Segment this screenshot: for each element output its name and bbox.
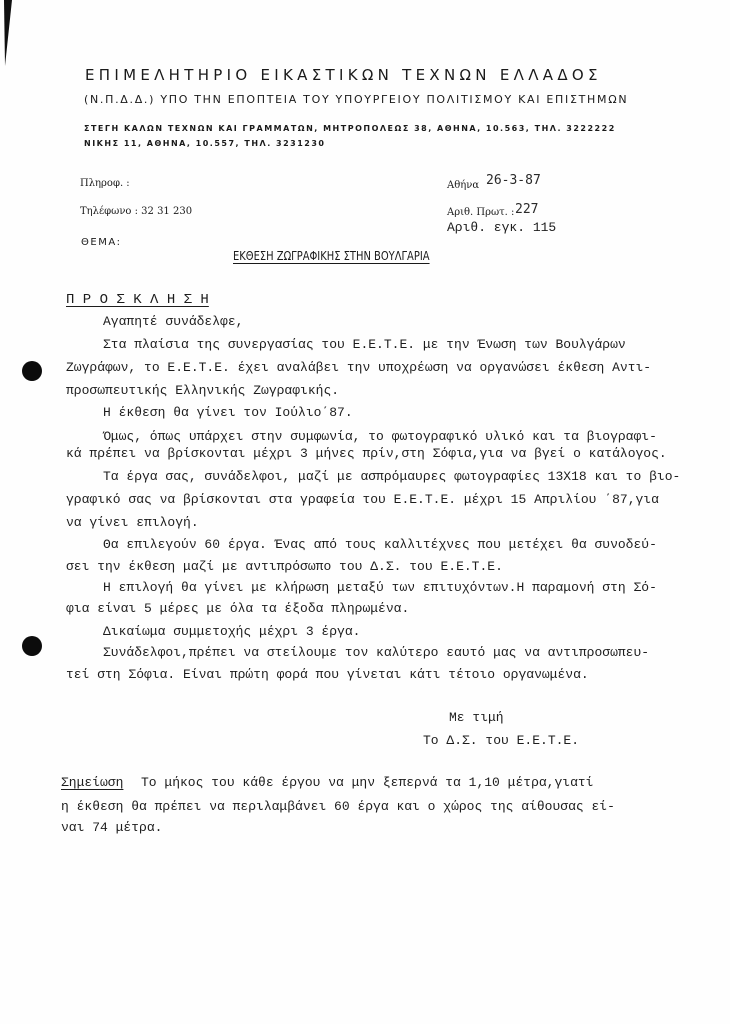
note-label: Σημείωση [61, 775, 124, 790]
address-line-2: ΝΙΚΗΣ 11, ΑΘΗΝΑ, 10.557, ΤΗΛ. 3231230 [84, 139, 326, 148]
punch-hole-bottom [22, 636, 42, 656]
phone-label: Τηλέφωνο : 32 31 230 [80, 206, 193, 217]
body-line: Συνάδελφοι,πρέπει να στείλουμε τον καλύτερο εαυτό μας να αντιπροσωπευ- [103, 645, 650, 660]
note-line-2: η έκθεση θα πρέπει να περιλαμβάνει 60 έργα και ο χώρος της αίθουσας εί- [61, 799, 615, 814]
body-line: Η επιλογή θα γίνει με κλήρωση μεταξύ των επιτυχόντων.Η παραμονή στη Σό- [103, 580, 657, 595]
body-line: φια είναι 5 μέρες με όλα τα έξοδα πληρωμένα. [66, 601, 410, 616]
date: 26-3-87 [486, 173, 541, 188]
note-line-1: Το μήκος του κάθε έργου να μην ξεπερνά τα 1,10 μέτρα,γιατί [141, 775, 594, 790]
org-name: ΕΠΙΜΕΛΗΤΗΡΙΟ ΕΙΚΑΣΤΙΚΩΝ ΤΕΧΝΩΝ ΕΛΛΑΔΟΣ [85, 66, 602, 84]
salutation: Αγαπητέ συνάδελφε, [103, 314, 244, 329]
body-line: τεί στη Σόφια. Είναι πρώτη φορά που γίνεται κάτι τέτοιο οργανωμένα. [66, 667, 589, 682]
subject: ΕΚΘΕΣΗ ΖΩΓΡΑΦΙΚΗΣ ΣΤΗΝ ΒΟΥΛΓΑΡΙΑ [233, 249, 430, 263]
body-line: Η έκθεση θα γίνει τον Ιούλιο΄87. [103, 405, 353, 420]
note-line-3: ναι 74 μέτρα. [61, 820, 163, 835]
body-line: κά πρέπει να βρίσκονται μέχρι 3 μήνες πρίν,στη Σόφια,για να βγεί ο κατάλογος. [66, 446, 667, 461]
body-line: προσωπευτικής Ελληνικής Ζωγραφικής. [66, 383, 340, 398]
scan-corner-mark [0, 0, 20, 70]
body-line: Όμως, όπως υπάρχει στην συμφωνία, το φωτογραφικό υλικό και τα βιογραφι- [103, 429, 657, 444]
closing-1: Με τιμή [449, 710, 504, 725]
subject-label: ΘΕΜΑ: [81, 237, 122, 248]
punch-hole-top [22, 361, 42, 381]
body-line: σει την έκθεση μαζί με αντιπρόσωπο του Δ.Σ. του Ε.Ε.Τ.Ε. [66, 559, 503, 574]
circular-ref: Αριθ. εγκ. 115 [447, 220, 557, 235]
body-line: Στα πλαίσια της συνεργασίας του Ε.Ε.Τ.Ε. με την Ένωση των Βουλγάρων [103, 337, 626, 352]
body-line: να γίνει επιλογή. [66, 515, 199, 530]
body-line: γραφικό σας να βρίσκονται στα γραφεία του Ε.Ε.Τ.Ε. μέχρι 15 Απριλίου ΄87,για [66, 492, 659, 507]
protocol-label: Αριθ. Πρωτ. : [447, 207, 515, 218]
info-label: Πληροφ. : [80, 178, 130, 189]
protocol-number: 227 [515, 202, 539, 217]
body-heading: Π Ρ Ο Σ Κ Λ Η Σ Η [66, 292, 209, 308]
address-line-1: ΣΤΕΓΗ ΚΑΛΩΝ ΤΕΧΝΩΝ ΚΑΙ ΓΡΑΜΜΑΤΩΝ, ΜΗΤΡΟΠΟΛΕΩΣ 38, ΑΘΗΝΑ, 10.563, ΤΗΛ. 3222222 [84, 124, 616, 133]
body-line: Δικαίωμα συμμετοχής μέχρι 3 έργα. [103, 624, 361, 639]
body-line: Τα έργα σας, συνάδελφοι, μαζί με ασπρόμαυρες φωτογραφίες 13Χ18 και το βιο- [103, 469, 681, 484]
place-label: Αθήνα [447, 180, 480, 191]
body-line: Θα επιλεγούν 60 έργα. Ένας από τους καλλιτέχνες που μετέχει θα συνοδεύ- [103, 537, 657, 552]
body-line: Ζωγράφων, το Ε.Ε.Τ.Ε. έχει αναλάβει την υποχρέωση να οργανώσει έκθεση Αντι- [66, 360, 652, 375]
closing-2: Το Δ.Σ. του Ε.Ε.Τ.Ε. [423, 733, 580, 748]
org-subtitle: (Ν.Π.Δ.Δ.) ΥΠΟ ΤΗΝ ΕΠΟΠΤΕΙΑ ΤΟΥ ΥΠΟΥΡΓΕΙΟΥ ΠΟΛΙΤΙΣΜΟΥ ΚΑΙ ΕΠΙΣΤΗΜΩΝ [84, 93, 629, 106]
